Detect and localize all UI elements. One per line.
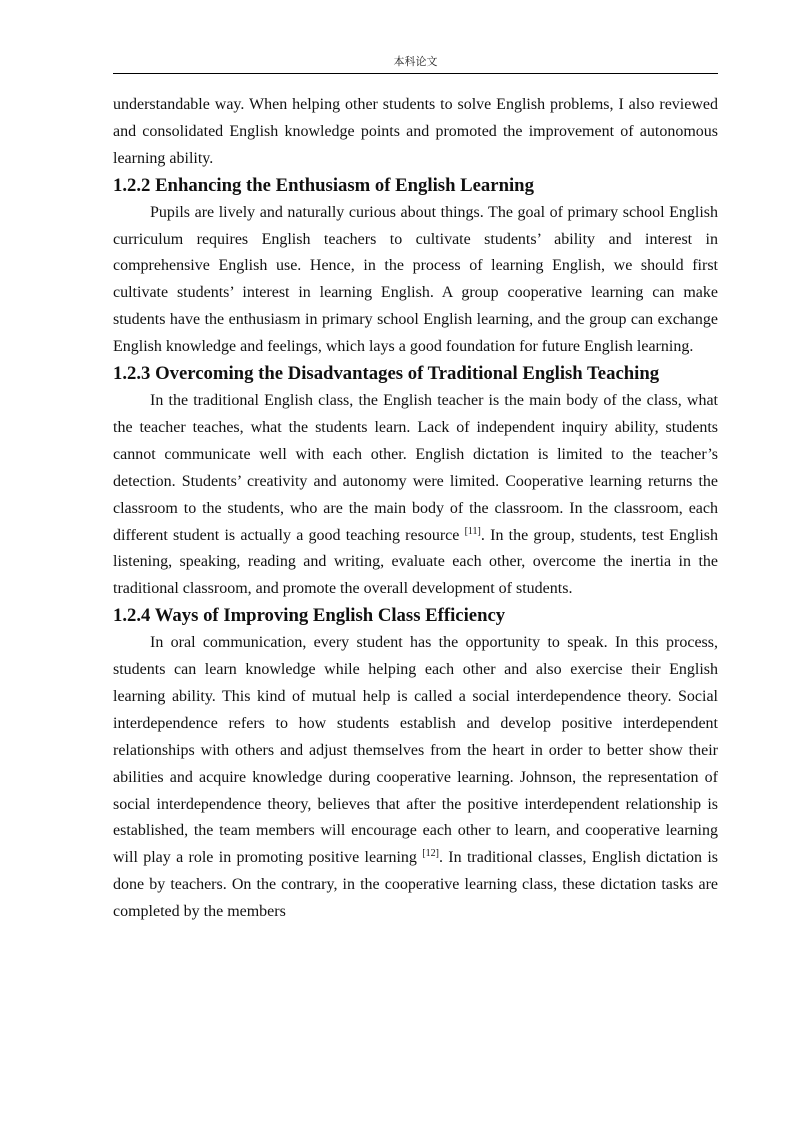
section-heading-1-2-4: 1.2.4 Ways of Improving English Class Efficiency [113, 605, 506, 627]
header-rule [113, 73, 718, 74]
running-header: 本科论文 [393, 55, 438, 68]
paragraph-text: . In traditional classes, English dictation is done by teachers. On the contrary, in the cooperative learning class, these dictation tasks are completed by the members [113, 849, 719, 921]
paragraph-enthusiasm: Pupils are lively and naturally curious about things. The goal of primary school English curriculum requires English teachers to cultivate students’ ability and interest in comprehensive English use. Hence, in the process of learning English, we should first cultivate students’ interest in learning English. A group cooperative learning can make students have the enthusiasm in primary school English learning, and the group can exchange English knowledge and feelings, which lays a good foundation for future English learning. [113, 203, 718, 356]
paragraph-class-efficiency [113, 630, 718, 926]
body-text [113, 92, 718, 926]
paragraph-traditional-teaching [113, 388, 718, 603]
section-heading-1-2-3: 1.2.3 Overcoming the Disadvantages of Traditional English Teaching [113, 363, 660, 385]
paragraph-continuation: understandable way. When helping other students to solve English problems, I also reviewed and consolidated English knowledge points and promoted the improvement of autonomous learning ability. [113, 96, 718, 167]
citation-11: [11] [464, 525, 481, 537]
paragraph-text: . In the group, students, test English listening, speaking, reading and writing, evaluate each other, overcome the inertia in the traditional classroom, and promote the overall development of students. [113, 526, 718, 598]
paragraph-text: In the traditional English class, the English teacher is the main body of the class, what the teacher teaches, what the students learn. Lack of independent inquiry ability, students cannot communicate well with each other. English dictation is limited to the teacher’s detection. Students’ creativity and autonomy were limited. Cooperative learning returns the classroom to the students, who are the main body of the classroom. In the classroom, each different student is actually a good teaching resource [113, 391, 718, 544]
section-heading-1-2-2: 1.2.2 Enhancing the Enthusiasm of English Learning [113, 174, 534, 196]
paragraph-text: In oral communication, every student has the opportunity to speak. In this process, students can learn knowledge while helping each other and also exercise their English learning ability. This kind of mutual help is called a social interdependence theory. Social interdependence refers to how students establish and develop positive interdependent relationships with others and adjust themselves from the heart in order to better show their abilities and acquire knowledge during cooperative learning. Johnson, the representation of social interdependence theory, believes that after the positive interdependent relationship is established, the team members will encourage each other to learn, and cooperative learning will play a role in promoting positive learning [113, 634, 718, 867]
citation-12: [12] [422, 848, 439, 860]
